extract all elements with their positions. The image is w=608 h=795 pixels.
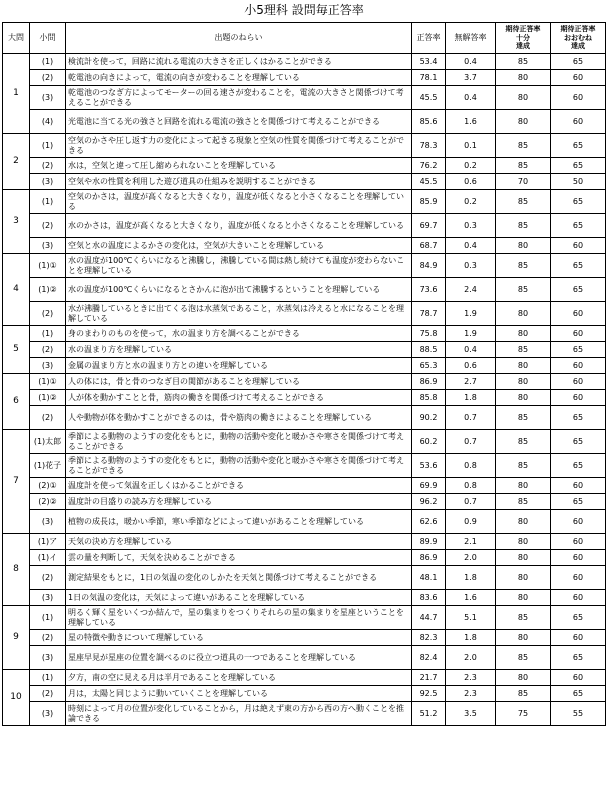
minor-question-cell: (3): [30, 646, 66, 670]
expected-full-cell: 85: [496, 278, 551, 302]
expected-full-cell: 75: [496, 702, 551, 726]
table-row: [3, 358, 606, 374]
aim-cell: 季節による動物のようすの変化をもとに，動物の活動や変化と暖かさや寒さを関係づけて考えることができる: [66, 454, 412, 478]
major-question-cell: 10: [3, 670, 30, 726]
expected-general-cell: 60: [551, 358, 606, 374]
aim-cell: 水の温まり方を理解している: [66, 342, 412, 358]
minor-question-cell: (1)太郎: [30, 430, 66, 454]
no-answer-rate-cell: 2.7: [446, 374, 496, 390]
minor-question-cell: (1)②: [30, 390, 66, 406]
header-minor: 小問: [30, 23, 66, 54]
aim-cell: 乾電池の向きによって，電流の向きが変わることを理解している: [66, 70, 412, 86]
expected-general-cell: 65: [551, 494, 606, 510]
aim-cell: 光電池に当てる光の強さと回路を流れる電流の強さとを関係づけて考えることができる: [66, 110, 412, 134]
expected-full-cell: 80: [496, 510, 551, 534]
major-question-cell: 8: [3, 534, 30, 606]
expected-full-cell: 80: [496, 670, 551, 686]
expected-full-cell: 80: [496, 566, 551, 590]
table-row: [3, 606, 606, 630]
no-answer-rate-cell: 1.9: [446, 326, 496, 342]
expected-full-cell: 80: [496, 86, 551, 110]
no-answer-rate-cell: 1.6: [446, 110, 496, 134]
expected-general-cell: 60: [551, 566, 606, 590]
no-answer-rate-cell: 0.1: [446, 134, 496, 158]
minor-question-cell: (1): [30, 134, 66, 158]
table-row: [3, 174, 606, 190]
correct-rate-cell: 83.6: [412, 590, 446, 606]
expected-general-cell: 65: [551, 406, 606, 430]
no-answer-rate-cell: 0.6: [446, 174, 496, 190]
aim-cell: 季節による動物のようすの変化をもとに，動物の活動や変化と暖かさや寒さを関係づけて考えることができる: [66, 430, 412, 454]
table-row: [3, 430, 606, 454]
minor-question-cell: (3): [30, 590, 66, 606]
minor-question-cell: (4): [30, 110, 66, 134]
expected-full-cell: 85: [496, 158, 551, 174]
expected-general-cell: 65: [551, 646, 606, 670]
table-row: [3, 110, 606, 134]
no-answer-rate-cell: 1.8: [446, 630, 496, 646]
expected-full-cell: 85: [496, 606, 551, 630]
expected-general-cell: 60: [551, 550, 606, 566]
expected-general-cell: 60: [551, 390, 606, 406]
expected-general-cell: 65: [551, 134, 606, 158]
correct-rate-cell: 53.4: [412, 54, 446, 70]
table-row: [3, 686, 606, 702]
expected-full-cell: 85: [496, 686, 551, 702]
no-answer-rate-cell: 0.4: [446, 238, 496, 254]
no-answer-rate-cell: 0.2: [446, 190, 496, 214]
major-question-cell: 9: [3, 606, 30, 670]
header-row: [3, 23, 606, 54]
expected-full-cell: 85: [496, 646, 551, 670]
no-answer-rate-cell: 0.8: [446, 478, 496, 494]
table-row: [3, 238, 606, 254]
correct-rate-cell: 78.3: [412, 134, 446, 158]
aim-cell: 検流計を使って，回路に流れる電流の大きさを正しくはかることができる: [66, 54, 412, 70]
aim-cell: 温度計の目盛りの読み方を理解している: [66, 494, 412, 510]
no-answer-rate-cell: 1.8: [446, 390, 496, 406]
correct-rate-cell: 62.6: [412, 510, 446, 534]
aim-cell: 時刻によって月の位置が変化していることから，月は絶えず東の方から西の方へ動くことを推論できる: [66, 702, 412, 726]
minor-question-cell: (2): [30, 406, 66, 430]
table-row: [3, 702, 606, 726]
no-answer-rate-cell: 1.6: [446, 590, 496, 606]
expected-general-cell: 65: [551, 454, 606, 478]
expected-general-cell: 60: [551, 630, 606, 646]
table-row: [3, 70, 606, 86]
aim-cell: 植物の成長は，暖かい季節，寒い季節などによって違いがあることを理解している: [66, 510, 412, 534]
correct-rate-cell: 82.3: [412, 630, 446, 646]
correct-rate-cell: 75.8: [412, 326, 446, 342]
correct-rate-cell: 96.2: [412, 494, 446, 510]
expected-full-cell: 85: [496, 190, 551, 214]
table-row: [3, 494, 606, 510]
expected-general-cell: 60: [551, 510, 606, 534]
correct-rate-cell: 82.4: [412, 646, 446, 670]
minor-question-cell: (3): [30, 702, 66, 726]
table-row: [3, 550, 606, 566]
table-row: [3, 646, 606, 670]
minor-question-cell: (1): [30, 190, 66, 214]
expected-general-cell: 55: [551, 702, 606, 726]
minor-question-cell: (3): [30, 238, 66, 254]
correct-rate-cell: 78.1: [412, 70, 446, 86]
correct-rate-cell: 44.7: [412, 606, 446, 630]
minor-question-cell: (3): [30, 86, 66, 110]
expected-general-cell: 60: [551, 238, 606, 254]
table-row: [3, 302, 606, 326]
no-answer-rate-cell: 3.5: [446, 702, 496, 726]
minor-question-cell: (2): [30, 158, 66, 174]
minor-question-cell: (1)①: [30, 374, 66, 390]
table-row: [3, 158, 606, 174]
expected-full-cell: 85: [496, 454, 551, 478]
expected-full-cell: 80: [496, 358, 551, 374]
table-row: [3, 54, 606, 70]
correct-rate-cell: 78.7: [412, 302, 446, 326]
no-answer-rate-cell: 1.9: [446, 302, 496, 326]
no-answer-rate-cell: 2.0: [446, 646, 496, 670]
expected-general-cell: 60: [551, 478, 606, 494]
expected-full-cell: 85: [496, 406, 551, 430]
correct-rate-cell: 92.5: [412, 686, 446, 702]
expected-general-cell: 60: [551, 326, 606, 342]
expected-full-cell: 80: [496, 238, 551, 254]
aim-cell: 人や動物が体を動かすことができるのは，骨や筋肉の働きによることを理解している: [66, 406, 412, 430]
table-row: [3, 214, 606, 238]
expected-general-cell: 65: [551, 254, 606, 278]
table-row: [3, 590, 606, 606]
table-row: [3, 342, 606, 358]
results-table: [2, 22, 606, 726]
table-body: [3, 54, 606, 726]
aim-cell: 身のまわりのものを使って，水の温まり方を調べることができる: [66, 326, 412, 342]
correct-rate-cell: 65.3: [412, 358, 446, 374]
expected-general-cell: 65: [551, 430, 606, 454]
expected-full-cell: 80: [496, 374, 551, 390]
expected-full-cell: 80: [496, 326, 551, 342]
aim-cell: 測定結果をもとに，1日の気温の変化のしかたを天気と関係づけて考えることができる: [66, 566, 412, 590]
major-question-cell: 6: [3, 374, 30, 430]
aim-cell: 1日の気温の変化は，天気によって違いがあることを理解している: [66, 590, 412, 606]
aim-cell: 空気のかさや圧し返す力の変化によって起きる現象と空気の性質を関係づけて考えることができる: [66, 134, 412, 158]
major-question-cell: 1: [3, 54, 30, 134]
aim-cell: 空気のかさは，温度が高くなると大きくなり，温度が低くなると小さくなることを理解している: [66, 190, 412, 214]
correct-rate-cell: 89.9: [412, 534, 446, 550]
correct-rate-cell: 68.7: [412, 238, 446, 254]
no-answer-rate-cell: 0.7: [446, 494, 496, 510]
no-answer-rate-cell: 2.3: [446, 670, 496, 686]
header-correct-rate: 正答率: [412, 23, 446, 54]
no-answer-rate-cell: 2.1: [446, 534, 496, 550]
minor-question-cell: (1)花子: [30, 454, 66, 478]
table-row: [3, 630, 606, 646]
table-row: [3, 374, 606, 390]
header-aim: 出題のねらい: [66, 23, 412, 54]
no-answer-rate-cell: 0.3: [446, 254, 496, 278]
no-answer-rate-cell: 0.7: [446, 406, 496, 430]
aim-cell: 月は，太陽と同じように動いていくことを理解している: [66, 686, 412, 702]
table-row: [3, 534, 606, 550]
no-answer-rate-cell: 0.6: [446, 358, 496, 374]
no-answer-rate-cell: 0.2: [446, 158, 496, 174]
major-question-cell: 2: [3, 134, 30, 190]
page-title: 小5理科 設問毎正答率: [244, 3, 364, 17]
minor-question-cell: (2): [30, 630, 66, 646]
major-question-cell: 3: [3, 190, 30, 254]
aim-cell: 温度計を使って気温を正しくはかることができる: [66, 478, 412, 494]
expected-general-cell: 60: [551, 86, 606, 110]
expected-full-cell: 80: [496, 302, 551, 326]
aim-cell: 星の特徴や動きについて理解している: [66, 630, 412, 646]
aim-cell: 水のかさは，温度が高くなると大きくなり，温度が低くなると小さくなることを理解している: [66, 214, 412, 238]
expected-general-cell: 65: [551, 606, 606, 630]
aim-cell: 空気や水の性質を利用した遊び道具の仕組みを説明することができる: [66, 174, 412, 190]
table-row: [3, 254, 606, 278]
table-row: [3, 510, 606, 534]
no-answer-rate-cell: 0.9: [446, 510, 496, 534]
header-no-answer-rate: 無解答率: [446, 23, 496, 54]
minor-question-cell: (2): [30, 70, 66, 86]
expected-general-cell: 60: [551, 374, 606, 390]
aim-cell: 人の体には，骨と骨のつなぎ目の関節があることを理解している: [66, 374, 412, 390]
table-row: [3, 406, 606, 430]
correct-rate-cell: 51.2: [412, 702, 446, 726]
no-answer-rate-cell: 3.7: [446, 70, 496, 86]
aim-cell: 明るく輝く星をいくつか結んで，星の集まりをつくりそれらの星の集まりを星座ということを理解している: [66, 606, 412, 630]
no-answer-rate-cell: 2.3: [446, 686, 496, 702]
no-answer-rate-cell: 0.8: [446, 454, 496, 478]
expected-full-cell: 85: [496, 494, 551, 510]
expected-full-cell: 70: [496, 174, 551, 190]
correct-rate-cell: 53.6: [412, 454, 446, 478]
major-question-cell: 7: [3, 430, 30, 534]
table-row: [3, 190, 606, 214]
minor-question-cell: (3): [30, 174, 66, 190]
minor-question-cell: (2): [30, 302, 66, 326]
aim-cell: 天気の決め方を理解している: [66, 534, 412, 550]
no-answer-rate-cell: 0.4: [446, 86, 496, 110]
minor-question-cell: (2): [30, 214, 66, 238]
aim-cell: 水の温度が100℃くらいになると沸騰し，沸騰している間は熱し続けても温度が変わらないことを理解している: [66, 254, 412, 278]
correct-rate-cell: 45.5: [412, 174, 446, 190]
aim-cell: 乾電池のつなぎ方によってモーターの回る速さが変わることを，電流の大きさと関係づけて考えることができる: [66, 86, 412, 110]
expected-general-cell: 65: [551, 158, 606, 174]
minor-question-cell: (1)イ: [30, 550, 66, 566]
minor-question-cell: (1): [30, 326, 66, 342]
aim-cell: 星座早見が星座の位置を調べるのに役立つ道具の一つであることを理解している: [66, 646, 412, 670]
correct-rate-cell: 85.9: [412, 190, 446, 214]
expected-full-cell: 85: [496, 254, 551, 278]
aim-cell: 雲の量を判断して，天気を決めることができる: [66, 550, 412, 566]
table-row: [3, 86, 606, 110]
expected-full-cell: 85: [496, 342, 551, 358]
aim-cell: 水が沸騰しているときに出てくる泡は水蒸気であること，水蒸気は冷えると水になることを理解している: [66, 302, 412, 326]
expected-general-cell: 60: [551, 534, 606, 550]
aim-cell: 人が体を動かすことと骨，筋肉の働きを関係づけて考えることができる: [66, 390, 412, 406]
correct-rate-cell: 45.5: [412, 86, 446, 110]
no-answer-rate-cell: 2.0: [446, 550, 496, 566]
minor-question-cell: (2)①: [30, 478, 66, 494]
expected-general-cell: 60: [551, 670, 606, 686]
expected-full-cell: 85: [496, 54, 551, 70]
correct-rate-cell: 69.7: [412, 214, 446, 238]
expected-full-cell: 85: [496, 430, 551, 454]
minor-question-cell: (1)ア: [30, 534, 66, 550]
correct-rate-cell: 60.2: [412, 430, 446, 454]
correct-rate-cell: 76.2: [412, 158, 446, 174]
no-answer-rate-cell: 2.4: [446, 278, 496, 302]
expected-general-cell: 65: [551, 278, 606, 302]
minor-question-cell: (2)②: [30, 494, 66, 510]
correct-rate-cell: 84.9: [412, 254, 446, 278]
expected-general-cell: 60: [551, 70, 606, 86]
table-row: [3, 326, 606, 342]
expected-full-cell: 85: [496, 214, 551, 238]
no-answer-rate-cell: 0.4: [446, 342, 496, 358]
table-row: [3, 278, 606, 302]
major-question-cell: 4: [3, 254, 30, 326]
expected-full-cell: 80: [496, 534, 551, 550]
expected-general-cell: 65: [551, 54, 606, 70]
expected-general-cell: 65: [551, 342, 606, 358]
correct-rate-cell: 85.8: [412, 390, 446, 406]
minor-question-cell: (3): [30, 510, 66, 534]
expected-general-cell: 65: [551, 214, 606, 238]
no-answer-rate-cell: 0.4: [446, 54, 496, 70]
expected-full-cell: 80: [496, 590, 551, 606]
correct-rate-cell: 48.1: [412, 566, 446, 590]
correct-rate-cell: 69.9: [412, 478, 446, 494]
minor-question-cell: (2): [30, 342, 66, 358]
minor-question-cell: (2): [30, 566, 66, 590]
no-answer-rate-cell: 0.3: [446, 214, 496, 238]
major-question-cell: 5: [3, 326, 30, 374]
no-answer-rate-cell: 0.7: [446, 430, 496, 454]
aim-cell: 水の温度が100℃くらいになるとさかんに泡が出て沸騰するということを理解している: [66, 278, 412, 302]
table-row: [3, 478, 606, 494]
expected-full-cell: 80: [496, 110, 551, 134]
table-row: [3, 134, 606, 158]
correct-rate-cell: 90.2: [412, 406, 446, 430]
expected-full-cell: 80: [496, 630, 551, 646]
header-expected-general: 期待正答率 おおむね 達成: [551, 23, 606, 54]
correct-rate-cell: 85.6: [412, 110, 446, 134]
minor-question-cell: (2): [30, 686, 66, 702]
expected-full-cell: 85: [496, 134, 551, 158]
table-row: [3, 390, 606, 406]
expected-general-cell: 60: [551, 110, 606, 134]
table-row: [3, 670, 606, 686]
no-answer-rate-cell: 5.1: [446, 606, 496, 630]
expected-general-cell: 50: [551, 174, 606, 190]
correct-rate-cell: 21.7: [412, 670, 446, 686]
table-row: [3, 566, 606, 590]
expected-full-cell: 80: [496, 70, 551, 86]
minor-question-cell: (3): [30, 358, 66, 374]
expected-general-cell: 65: [551, 190, 606, 214]
minor-question-cell: (1)①: [30, 254, 66, 278]
no-answer-rate-cell: 1.8: [446, 566, 496, 590]
aim-cell: 金属の温まり方と水の温まり方との違いを理解している: [66, 358, 412, 374]
expected-full-cell: 80: [496, 550, 551, 566]
minor-question-cell: (1)②: [30, 278, 66, 302]
correct-rate-cell: 73.6: [412, 278, 446, 302]
correct-rate-cell: 86.9: [412, 550, 446, 566]
expected-general-cell: 60: [551, 302, 606, 326]
minor-question-cell: (1): [30, 54, 66, 70]
aim-cell: 夕方，南の空に見える月は半月であることを理解している: [66, 670, 412, 686]
expected-full-cell: 80: [496, 478, 551, 494]
expected-general-cell: 60: [551, 590, 606, 606]
aim-cell: 水は，空気と違って圧し縮められないことを理解している: [66, 158, 412, 174]
minor-question-cell: (1): [30, 670, 66, 686]
header-expected-full: 期待正答率 十分 達成: [496, 23, 551, 54]
expected-full-cell: 80: [496, 390, 551, 406]
expected-general-cell: 65: [551, 686, 606, 702]
header-major: 大問: [3, 23, 30, 54]
table-row: [3, 454, 606, 478]
aim-cell: 空気と水の温度によるかさの変化は，空気が大きいことを理解している: [66, 238, 412, 254]
correct-rate-cell: 88.5: [412, 342, 446, 358]
minor-question-cell: (1): [30, 606, 66, 630]
correct-rate-cell: 86.9: [412, 374, 446, 390]
